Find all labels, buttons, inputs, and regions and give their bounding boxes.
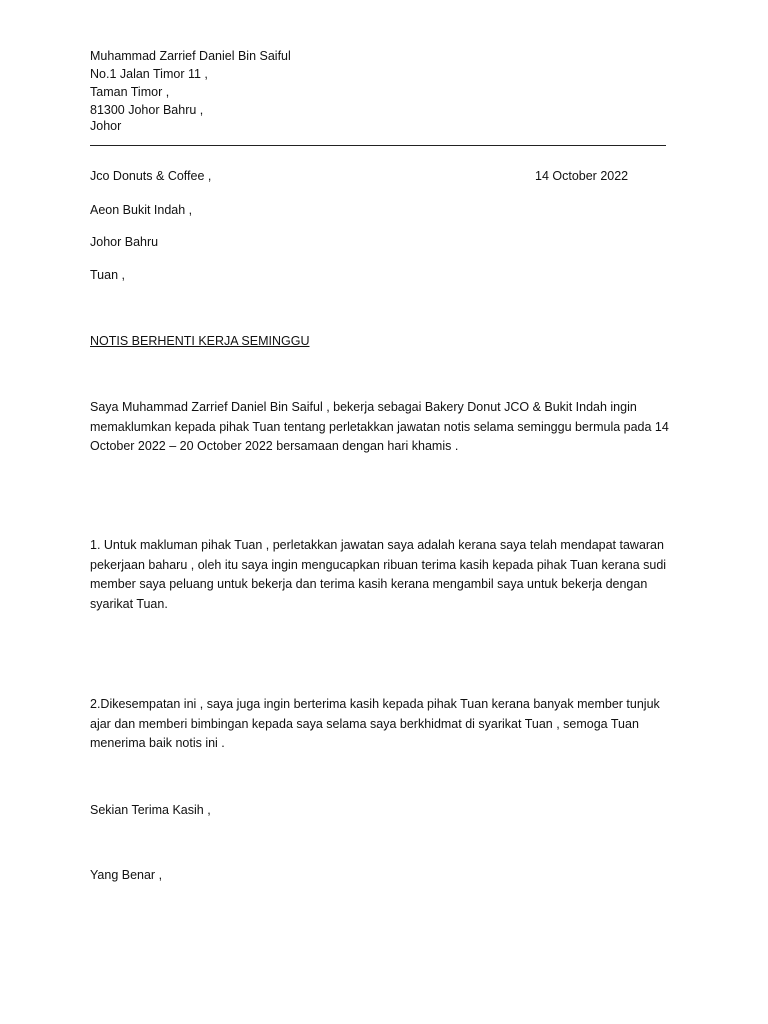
closing-line: Sekian Terima Kasih ,	[90, 803, 211, 817]
letter-title: NOTIS BERHENTI KERJA SEMINGGU	[90, 334, 310, 348]
paragraph-intro	[90, 398, 680, 457]
paragraph-point-2	[90, 695, 680, 754]
sender-address-line-1: No.1 Jalan Timor 11 ,	[90, 67, 208, 81]
paragraph-line: syarikat Tuan.	[90, 596, 168, 611]
sender-name: Muhammad Zarrief Daniel Bin Saiful	[90, 49, 291, 63]
paragraph-line: menerima baik notis ini .	[90, 736, 225, 750]
recipient-city: Johor Bahru	[90, 235, 159, 249]
paragraph-point-1	[90, 536, 680, 614]
paragraph-line: Saya Muhammad Zarrief Daniel Bin Saiful , bekerja sebagai Bakery Donut JCO & Bukit Indah ingin	[90, 400, 637, 414]
sender-address-line-3: 81300 Johor Bahru ,	[90, 103, 204, 117]
signoff-line: Yang Benar ,	[90, 868, 163, 882]
sender-address-line-2: Taman Timor ,	[90, 85, 170, 99]
sender-address-line-4: Johor	[90, 119, 122, 133]
paragraph-line: 1. Untuk makluman pihak Tuan , perletakkan jawatan saya adalah kerana saya telah mendapat tawaran	[90, 538, 664, 552]
paragraph-line: pekerjaan baharu , oleh itu saya ingin mengucapkan ribuan terima kasih kepada pihak Tuan kerana sudi	[90, 557, 667, 572]
paragraph-line: October 2022 – 20 October 2022 bersamaan dengan hari khamis .	[90, 439, 459, 453]
recipient-company: Jco Donuts & Coffee ,	[90, 169, 212, 183]
paragraph-line: ajar dan memberi bimbingan kepada saya selama saya berkhidmat di syarikat Tuan , semoga Tuan	[90, 716, 639, 731]
recipient-location: Aeon Bukit Indah ,	[90, 203, 193, 217]
salutation: Tuan ,	[90, 268, 125, 282]
paragraph-line: memaklumkan kepada pihak Tuan tentang perletakkan jawatan notis selama seminggu bermula pada 14	[90, 419, 669, 434]
header-divider	[90, 145, 666, 146]
paragraph-line: 2.Dikesempatan ini , saya juga ingin berterima kasih kepada pihak Tuan kerana banyak member tunjuk	[90, 697, 660, 711]
letter-date: 14 October 2022	[535, 169, 629, 183]
paragraph-line: member saya peluang untuk bekerja dan terima kasih kerana mengambil saya untuk bekerja dengan	[90, 577, 648, 591]
